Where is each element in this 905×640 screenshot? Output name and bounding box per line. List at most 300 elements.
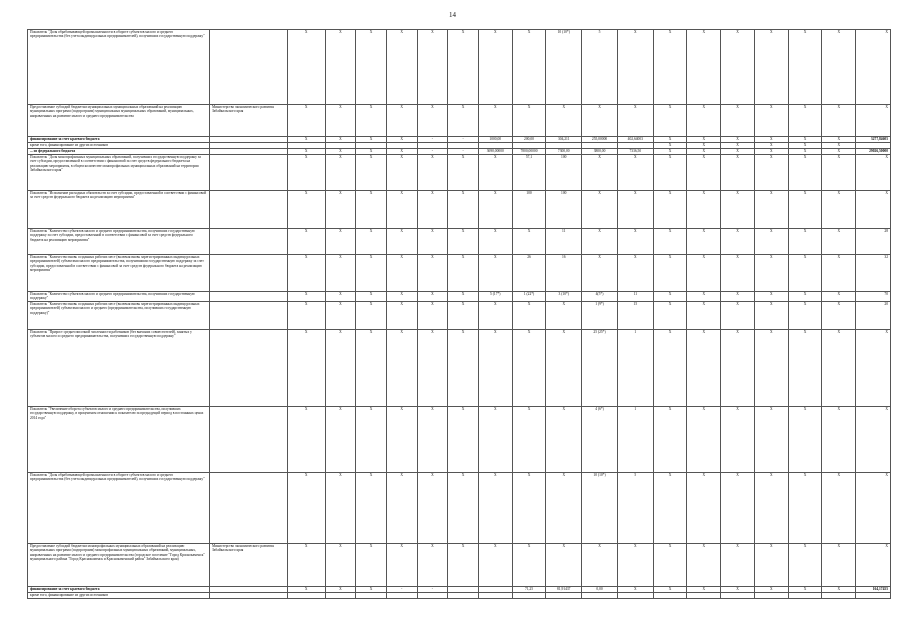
value-cell: X — [356, 191, 387, 229]
executor-cell — [210, 302, 288, 330]
value-cell: - — [386, 587, 417, 593]
table-row — [28, 30, 891, 105]
value-cell: X — [386, 292, 417, 302]
value-cell: X — [287, 155, 325, 191]
value-cell: 402,64003 — [617, 137, 653, 143]
value-cell: X — [788, 255, 822, 292]
value-cell: X — [325, 229, 356, 255]
value-cell — [546, 593, 582, 599]
value-cell: X — [512, 473, 546, 544]
value-cell: X — [687, 105, 721, 137]
value-cell: 1 (9*) — [582, 302, 618, 330]
row-label-cell: Показатель "Количество вновь созданных рабочих мест (включая вновь зарегистрированных индивидуальных предпринимателей) субъектами малого предпринимательства, получившими государственную поддержку за счет субсидии, предоставленной в соответствии с финансовой за счет средств федерального бюджета на реализацию мероприятия" — [28, 255, 210, 292]
value-cell: X — [822, 137, 856, 143]
executor-cell — [210, 407, 288, 473]
value-cell: - — [448, 149, 479, 155]
row-label-cell: Показатель "Прирост среднесписочной численности работников (без внешних совместителей), занятых у субъектов малого и среднего предпринимательства, получивших государственную поддержку" — [28, 330, 210, 407]
value-cell: X — [512, 544, 546, 587]
value-cell: X — [546, 105, 582, 137]
value-cell: 4 (6*) — [582, 407, 618, 473]
value-cell: 81,91437 — [546, 587, 582, 593]
value-cell: 100 — [546, 155, 582, 191]
value-cell: 71,25 — [512, 587, 546, 593]
value-cell: X — [287, 302, 325, 330]
value-cell: X — [653, 30, 687, 105]
value-cell: X — [721, 137, 755, 143]
value-cell: X — [546, 544, 582, 587]
value-cell: 7336,50 — [617, 149, 653, 155]
value-cell — [448, 593, 479, 599]
value-cell: X — [417, 30, 448, 105]
value-cell: X — [653, 143, 687, 149]
value-cell: X — [721, 292, 755, 302]
value-cell: X — [617, 155, 653, 191]
value-cell — [856, 593, 891, 599]
value-cell: X — [788, 191, 822, 229]
value-cell: X — [653, 229, 687, 255]
value-cell: X — [721, 473, 755, 544]
value-cell: 29026,50000 — [856, 149, 891, 155]
value-cell: X — [822, 191, 856, 229]
value-cell: 7300,00 — [546, 149, 582, 155]
executor-cell — [210, 330, 288, 407]
value-cell: X — [687, 229, 721, 255]
value-cell: X — [617, 587, 653, 593]
value-cell: X — [687, 544, 721, 587]
executor-cell — [210, 593, 288, 599]
value-cell: X — [754, 330, 788, 407]
value-cell: X — [325, 292, 356, 302]
value-cell: 1 — [617, 407, 653, 473]
table-row — [28, 191, 891, 229]
value-cell: X — [856, 155, 891, 191]
value-cell: X — [653, 191, 687, 229]
value-cell: X — [546, 407, 582, 473]
table-row — [28, 330, 891, 407]
value-cell: X — [386, 473, 417, 544]
value-cell: X — [653, 587, 687, 593]
value-cell: X — [856, 544, 891, 587]
value-cell — [721, 593, 755, 599]
value-cell: X — [356, 155, 387, 191]
value-cell: X — [754, 302, 788, 330]
value-cell: X — [822, 155, 856, 191]
value-cell: 3690,00000 — [478, 149, 512, 155]
value-cell: X — [754, 105, 788, 137]
value-cell: X — [754, 292, 788, 302]
value-cell: X — [721, 587, 755, 593]
value-cell: 100 — [512, 191, 546, 229]
value-cell: X — [788, 473, 822, 544]
value-cell: X — [582, 191, 618, 229]
value-cell: X — [822, 143, 856, 149]
value-cell: X — [788, 30, 822, 105]
value-cell: 1000,00 — [478, 137, 512, 143]
value-cell: X — [822, 149, 856, 155]
value-cell: X — [721, 544, 755, 587]
value-cell: X — [822, 330, 856, 407]
value-cell — [582, 593, 618, 599]
value-cell: 20 — [856, 302, 891, 330]
row-label-cell: кроме того, финансирование из других источников — [28, 143, 210, 149]
value-cell: 1 — [617, 330, 653, 407]
value-cell: X — [754, 30, 788, 105]
value-cell: X — [788, 143, 822, 149]
value-cell: 5 — [582, 30, 618, 105]
value-cell: X — [287, 473, 325, 544]
value-cell: X — [478, 30, 512, 105]
value-cell — [325, 593, 356, 599]
value-cell: X — [512, 407, 546, 473]
row-label-cell: Предоставление субсидий бюджетам муниципальных муниципальных образований на реализацию муниципальных программ (подпрограмм) муниципальных муниципальных образований, муниципальных, направленных на развитие малого и среднего предпринимательства — [28, 105, 210, 137]
value-cell: X — [356, 330, 387, 407]
value-cell: X — [546, 302, 582, 330]
table-row — [28, 302, 891, 330]
value-cell: X — [386, 330, 417, 407]
value-cell: X — [417, 229, 448, 255]
value-cell: X — [721, 302, 755, 330]
value-cell: X — [721, 407, 755, 473]
value-cell: X — [653, 255, 687, 292]
table-row — [28, 473, 891, 544]
value-cell: X — [856, 473, 891, 544]
value-cell: X — [687, 155, 721, 191]
value-cell — [687, 593, 721, 599]
value-cell: X — [721, 330, 755, 407]
value-cell: X — [448, 255, 479, 292]
value-cell: X — [582, 155, 618, 191]
value-cell: 4(5*) — [582, 292, 618, 302]
value-cell — [386, 593, 417, 599]
value-cell: X — [687, 255, 721, 292]
value-cell: X — [582, 544, 618, 587]
value-cell: X — [325, 191, 356, 229]
value-cell — [512, 593, 546, 599]
value-cell: X — [512, 229, 546, 255]
value-cell: X — [617, 191, 653, 229]
value-cell: X — [478, 407, 512, 473]
value-cell: X — [856, 191, 891, 229]
row-label-cell: Показатель "Доля обрабатывающей промышленности в обороте субъектов малого и среднего предпринимательства (без учета индивидуальных предпринимателей), получивших государственную поддержку" — [28, 473, 210, 544]
value-cell: - — [417, 137, 448, 143]
value-cell: X — [687, 143, 721, 149]
table-row — [28, 593, 891, 599]
value-cell: X — [287, 149, 325, 155]
value-cell: X — [653, 302, 687, 330]
value-cell: X — [754, 473, 788, 544]
value-cell — [287, 593, 325, 599]
value-cell: X — [721, 143, 755, 149]
value-cell: X — [325, 544, 356, 587]
value-cell: X — [287, 137, 325, 143]
row-label-cell: Показатель "Количество субъектов малого и среднего предпринимательства, получивших государственную поддержку" — [28, 292, 210, 302]
value-cell: X — [448, 544, 479, 587]
value-cell: X — [856, 407, 891, 473]
value-cell: 28 — [856, 229, 891, 255]
value-cell: X — [417, 255, 448, 292]
value-cell: 304,211 — [546, 137, 582, 143]
value-cell: X — [356, 407, 387, 473]
row-label-cell: Показатель "Исполнение расходных обязательств за счет субсидии, предоставленной в соответствии с финансовой за счет средств федерального бюджета на реализацию мероприятия" — [28, 191, 210, 229]
value-cell: 3277,84605 — [856, 137, 891, 143]
value-cell: X — [687, 473, 721, 544]
value-cell: 5 — [617, 473, 653, 544]
value-cell: X — [582, 105, 618, 137]
value-cell: X — [687, 587, 721, 593]
value-cell: X — [822, 30, 856, 105]
value-cell: X — [448, 105, 479, 137]
value-cell: X — [356, 544, 387, 587]
value-cell: X — [356, 473, 387, 544]
value-cell: X — [386, 30, 417, 105]
executor-cell — [210, 473, 288, 544]
table-row — [28, 407, 891, 473]
value-cell: X — [788, 407, 822, 473]
table-row — [28, 255, 891, 292]
value-cell: X — [287, 255, 325, 292]
value-cell: X — [653, 155, 687, 191]
value-cell: 7800,00000 — [512, 149, 546, 155]
value-cell: X — [822, 292, 856, 302]
value-cell: X — [448, 191, 479, 229]
value-cell: X — [386, 137, 417, 143]
value-cell: X — [287, 587, 325, 593]
value-cell: X — [325, 473, 356, 544]
value-cell: X — [417, 155, 448, 191]
value-cell: X — [721, 255, 755, 292]
value-cell: X — [788, 587, 822, 593]
value-cell: X — [356, 229, 387, 255]
value-cell: 25 (25*) — [582, 330, 618, 407]
value-cell: X — [822, 255, 856, 292]
value-cell: X — [325, 155, 356, 191]
value-cell: X — [687, 407, 721, 473]
value-cell: X — [287, 229, 325, 255]
value-cell: X — [822, 302, 856, 330]
value-cell: X — [386, 155, 417, 191]
value-cell: X — [478, 330, 512, 407]
value-cell: X — [721, 149, 755, 155]
value-cell: X — [617, 105, 653, 137]
table-row — [28, 105, 891, 137]
value-cell: 1 (22*) — [512, 292, 546, 302]
value-cell: X — [653, 149, 687, 155]
table-row — [28, 155, 891, 191]
executor-cell — [210, 191, 288, 229]
value-cell: X — [287, 407, 325, 473]
table-row — [28, 229, 891, 255]
value-cell: X — [822, 587, 856, 593]
executor-cell — [210, 255, 288, 292]
value-cell: X — [325, 30, 356, 105]
value-cell: X — [356, 137, 387, 143]
executor-cell: Министерство экономического развития Забайкальского края — [210, 105, 288, 137]
value-cell: 16 — [546, 255, 582, 292]
value-cell: X — [448, 292, 479, 302]
value-cell: X — [356, 255, 387, 292]
value-cell: 70 — [856, 292, 891, 302]
value-cell: X — [788, 292, 822, 302]
value-cell: X — [287, 292, 325, 302]
value-cell: X — [478, 105, 512, 137]
table-row — [28, 544, 891, 587]
value-cell — [822, 593, 856, 599]
value-cell: X — [512, 302, 546, 330]
value-cell: X — [417, 473, 448, 544]
value-cell: X — [687, 30, 721, 105]
value-cell: X — [687, 292, 721, 302]
row-label-cell: Показатель "Количество субъектов малого и среднего предпринимательства, получивших государственную поддержку за счет субсидии, предоставленной в соответствии с финансовой за счет средств федерального бюджета на реализацию мероприятия" — [28, 229, 210, 255]
value-cell: X — [617, 30, 653, 105]
value-cell: X — [687, 137, 721, 143]
value-cell: X — [754, 255, 788, 292]
value-cell: X — [754, 137, 788, 143]
value-cell: X — [721, 105, 755, 137]
value-cell: 3800,00 — [582, 149, 618, 155]
value-cell: 11 — [546, 229, 582, 255]
value-cell: X — [448, 302, 479, 330]
value-cell: X — [617, 544, 653, 587]
value-cell: X — [754, 149, 788, 155]
value-cell: X — [617, 229, 653, 255]
value-cell — [417, 593, 448, 599]
value-cell: X — [386, 407, 417, 473]
value-cell: - — [448, 137, 479, 143]
row-label-cell: финансирование за счет краевого бюджета — [28, 137, 210, 143]
executor-cell: Министерство экономического развития Забайкальского края — [210, 544, 288, 587]
value-cell: X — [478, 255, 512, 292]
value-cell: X — [448, 473, 479, 544]
value-cell: X — [721, 229, 755, 255]
value-cell: X — [448, 407, 479, 473]
value-cell: X — [417, 330, 448, 407]
value-cell: X — [386, 149, 417, 155]
value-cell — [478, 593, 512, 599]
value-cell: - — [417, 149, 448, 155]
value-cell: X — [822, 473, 856, 544]
value-cell: X — [356, 302, 387, 330]
value-cell: X — [721, 155, 755, 191]
value-cell: X — [287, 30, 325, 105]
value-cell: X — [478, 473, 512, 544]
row-label-cell: Предоставление субсидий бюджетам монопрофильных муниципальных образований на реализацию муниципальных программ (подпрограмм) монопрофильных муниципальных образований, муниципальных, направленных на развитие малого и среднего предпринимательства (городское поселение "Город Краснокаменск" муниципального района "Город Краснокаменск и Краснокаменский район" Забайкальского края) — [28, 544, 210, 587]
executor-cell — [210, 292, 288, 302]
value-cell: X — [448, 155, 479, 191]
value-cell: X — [721, 191, 755, 229]
value-cell: X — [325, 255, 356, 292]
value-cell: X — [287, 330, 325, 407]
value-cell: X — [417, 544, 448, 587]
value-cell: X — [287, 105, 325, 137]
value-cell: X — [325, 105, 356, 137]
row-label-cell: Показатель "Доля обрабатывающей промышленности в обороте субъектов малого и среднего предпринимательства (без учета индивидуальных предпринимателей), получивших государственную поддержку" — [28, 30, 210, 105]
value-cell: X — [653, 292, 687, 302]
value-cell: X — [512, 105, 546, 137]
value-cell: X — [754, 191, 788, 229]
value-cell: X — [386, 302, 417, 330]
value-cell: X — [653, 544, 687, 587]
value-cell: X — [856, 330, 891, 407]
value-cell: X — [822, 229, 856, 255]
value-cell: X — [325, 137, 356, 143]
row-label-cell: финансирование за счет краевого бюджета — [28, 587, 210, 593]
executor-cell — [210, 30, 288, 105]
value-cell: 26 — [512, 255, 546, 292]
value-cell: X — [856, 30, 891, 105]
value-cell: X — [356, 587, 387, 593]
value-cell: X — [822, 407, 856, 473]
value-cell: X — [788, 544, 822, 587]
value-cell: X — [788, 105, 822, 137]
value-cell: X — [512, 30, 546, 105]
value-cell: X — [478, 191, 512, 229]
value-cell: X — [822, 544, 856, 587]
value-cell: X — [386, 255, 417, 292]
value-cell: X — [287, 191, 325, 229]
value-cell: X — [417, 292, 448, 302]
value-cell: X — [822, 105, 856, 137]
value-cell: X — [325, 587, 356, 593]
value-cell: 15 — [617, 302, 653, 330]
value-cell: X — [653, 105, 687, 137]
value-cell: X — [653, 330, 687, 407]
value-cell: X — [448, 229, 479, 255]
value-cell: X — [788, 229, 822, 255]
value-cell: X — [448, 30, 479, 105]
value-cell: 10 (10*) — [546, 30, 582, 105]
value-cell: 100 — [546, 191, 582, 229]
value-cell: X — [788, 302, 822, 330]
value-cell: 11 — [617, 292, 653, 302]
value-cell: X — [325, 149, 356, 155]
executor-cell — [210, 229, 288, 255]
row-label-cell: Показатель "Количество вновь созданных рабочих мест (включая вновь зарегистрированных индивидуальных предпринимателей) субъектами малого и среднего (предпринимательства, получивших государственную поддержку)" — [28, 302, 210, 330]
value-cell: 10 (10*) — [582, 473, 618, 544]
value-cell: X — [653, 473, 687, 544]
value-cell: X — [546, 330, 582, 407]
value-cell: X — [754, 587, 788, 593]
value-cell: X — [546, 473, 582, 544]
value-cell: X — [788, 155, 822, 191]
value-cell: X — [478, 155, 512, 191]
value-cell: X — [687, 191, 721, 229]
value-cell: X — [356, 149, 387, 155]
value-cell: X — [617, 255, 653, 292]
value-cell: 164,17455 — [856, 587, 891, 593]
value-cell: X — [788, 330, 822, 407]
value-cell: X — [754, 143, 788, 149]
value-cell — [356, 593, 387, 599]
value-cell: X — [478, 229, 512, 255]
value-cell — [617, 593, 653, 599]
value-cell — [754, 593, 788, 599]
value-cell: 57,1 — [512, 155, 546, 191]
program-table — [27, 29, 891, 599]
value-cell: X — [754, 155, 788, 191]
value-cell: X — [687, 330, 721, 407]
value-cell: X — [417, 302, 448, 330]
value-cell: X — [287, 544, 325, 587]
value-cell: X — [325, 330, 356, 407]
table-row — [28, 292, 891, 302]
value-cell: X — [386, 544, 417, 587]
value-cell: X — [356, 30, 387, 105]
value-cell: X — [478, 302, 512, 330]
value-cell: X — [448, 330, 479, 407]
value-cell: 0,00 — [582, 587, 618, 593]
value-cell: 5 (17*) — [478, 292, 512, 302]
value-cell: X — [356, 105, 387, 137]
